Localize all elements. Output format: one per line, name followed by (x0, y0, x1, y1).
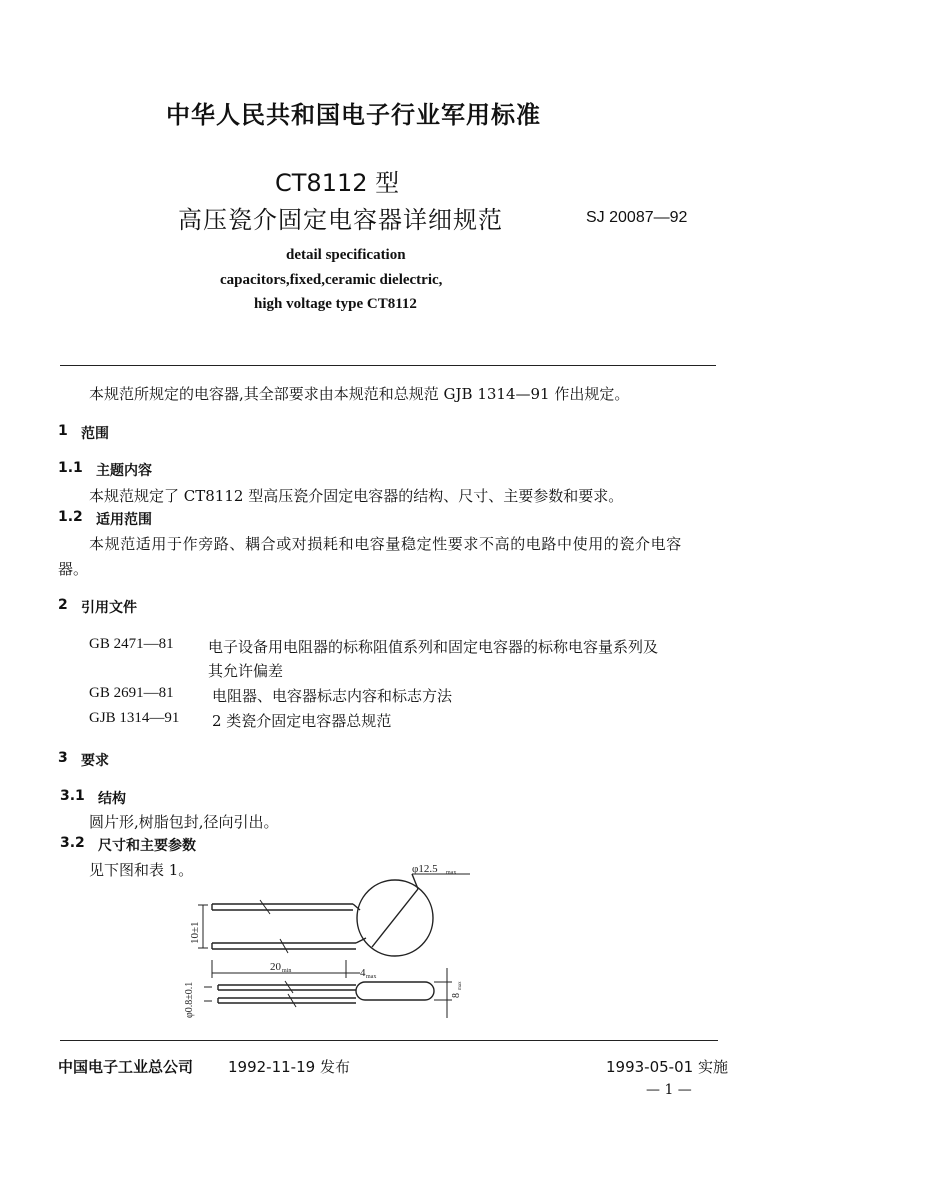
effective-date: 1993-05-01 实施 (606, 1058, 728, 1076)
thickness-subscript: max (458, 981, 463, 990)
section-3-1-text: 圆片形,树脂包封,径向引出。 (89, 813, 279, 831)
length-subscript: min (282, 968, 292, 974)
reference-code: GB 2691—81 (89, 685, 174, 701)
english-title-line-3: high voltage type CT8112 (254, 296, 417, 312)
reference-title-continued: 其允许偏差 (208, 662, 284, 680)
section-3-number: 3 (58, 750, 68, 766)
intro-paragraph: 本规范所规定的电容器,其全部要求由本规范和总规范 GJB 1314—91 作出规定。 (89, 385, 630, 403)
diameter-label: φ12.5 (412, 863, 438, 875)
thickness-label: 8 (451, 993, 462, 998)
section-3-2-number: 3.2 (60, 835, 85, 851)
reference-title: 电子设备用电阻器的标称阻值系列和固定电容器的标称电容量系列及 (208, 638, 659, 656)
reference-code: GB 2471—81 (89, 636, 174, 652)
diameter-dimension-line (372, 889, 418, 947)
exposed-subscript: max (366, 974, 377, 980)
section-1-2-title: 适用范围 (96, 512, 152, 528)
section-3-2-title: 尺寸和主要参数 (98, 838, 196, 854)
section-1-2-text-line-1: 本规范适用于作旁路、耦合或对损耗和电容量稳定性要求不高的电路中使用的瓷介电容 (89, 535, 682, 553)
section-2-title: 引用文件 (81, 600, 137, 616)
standard-number: SJ 20087—92 (586, 209, 688, 226)
section-1-1-number: 1.1 (58, 460, 83, 476)
english-title-line-2: capacitors,fixed,ceramic dielectric, (220, 272, 443, 288)
document-title: 高压瓷介固定电容器详细规范 (178, 206, 503, 234)
footer-divider (60, 1040, 718, 1041)
section-1-2-number: 1.2 (58, 509, 83, 525)
capacitor-side-body (356, 982, 434, 1000)
reference-title: 电阻器、电容器标志内容和标志方法 (212, 687, 453, 705)
length-label: 20 (270, 961, 281, 973)
section-1-1-text: 本规范规定了 CT8112 型高压瓷介固定电容器的结构、尺寸、主要参数和要求。 (89, 487, 624, 505)
issuer: 中国电子工业总公司 (58, 1058, 194, 1076)
section-2-number: 2 (58, 597, 68, 613)
diameter-leader-line (412, 874, 418, 889)
lead-diameter-label: φ0.8±0.1 (184, 981, 195, 1018)
reference-code: GJB 1314—91 (89, 710, 180, 726)
issue-date: 1992-11-19 发布 (228, 1058, 350, 1076)
section-1-title: 范围 (81, 426, 109, 442)
spacing-label: 10±1 (189, 921, 201, 944)
diameter-subscript: max (446, 870, 457, 876)
section-3-title: 要求 (81, 753, 109, 769)
section-1-1-title: 主题内容 (96, 463, 152, 479)
section-1-number: 1 (58, 423, 68, 439)
section-3-2-text: 见下图和表 1。 (89, 861, 194, 879)
section-3-1-number: 3.1 (60, 788, 85, 804)
capacitor-dimension-drawing (160, 860, 480, 1020)
section-3-1-title: 结构 (98, 791, 126, 807)
page-number: — 1 — (646, 1082, 692, 1098)
standard-organization: 中华人民共和国电子行业军用标准 (166, 101, 541, 129)
section-1-2-text-line-2: 器。 (58, 560, 89, 578)
exposed-label: 4 (360, 967, 366, 979)
english-title-line-1: detail specification (286, 247, 406, 263)
reference-title: 2 类瓷介固定电容器总规范 (212, 712, 392, 730)
header-divider (60, 365, 716, 366)
product-type: CT8112 型 (275, 169, 400, 197)
